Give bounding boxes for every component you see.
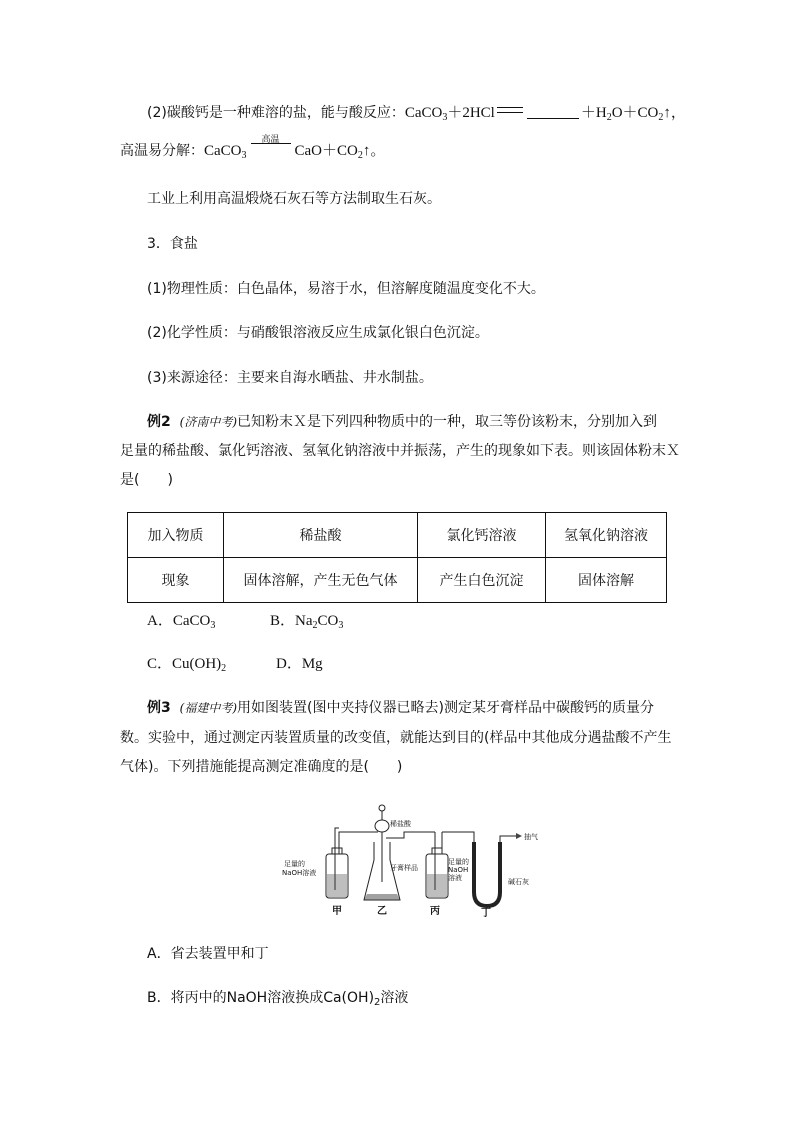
- table-cell: 固体溶解: [546, 558, 667, 603]
- label-ding: 丁: [481, 908, 491, 919]
- example3-option-b: B．将丙中的NaOH溶液换成$Ca(OH)_2$溶液: [147, 990, 409, 1008]
- label-pump: 抽气: [524, 833, 538, 841]
- table-cell: 氢氧化钠溶液: [546, 513, 667, 558]
- example3-line3: 气体)。下列措施能提高测定准确度的是( ): [120, 759, 403, 775]
- table-cell: 产生白色沉淀: [418, 558, 546, 603]
- table-cell: 固体溶解，产生无色气体: [224, 558, 418, 603]
- example3-line1: 例3 (福建中考)用如图装置(图中夹持仪器已略去)测定某牙膏样品中碳酸钙的质量分: [147, 700, 654, 716]
- label-naoh-2b: NaOH: [448, 866, 469, 874]
- label-naoh-1b: NaOH溶液: [282, 869, 317, 877]
- table-row: [128, 558, 667, 603]
- phenomena-table: [127, 512, 667, 603]
- separatory-funnel: [375, 820, 389, 832]
- text-segment: (2)碳酸钙是一种难溶的盐，能与酸反应：: [147, 105, 405, 121]
- example-source: (济南中考): [179, 415, 238, 429]
- double-line-sign: [497, 107, 523, 113]
- text-line-chemical: (2)化学性质：与硝酸银溶液反应生成氯化银白色沉淀。: [147, 325, 489, 341]
- label-naoh-1a: 足量的: [284, 860, 305, 868]
- answer-blank: [527, 104, 579, 119]
- table-cell: 加入物质: [128, 513, 224, 558]
- label-naoh-2a: 足量的: [448, 858, 469, 866]
- reaction-condition: 高温: [251, 141, 291, 155]
- label-bing: 丙: [430, 906, 440, 917]
- label-yi: 乙: [377, 906, 387, 917]
- option-b: B．$Na_2CO_3$: [270, 613, 344, 631]
- example-label: 例2: [147, 414, 171, 430]
- text-line-source: (3)来源途径：主要来自海水晒盐、井水制盐。: [147, 370, 433, 386]
- table-row: [128, 513, 667, 558]
- apparatus-diagram: [280, 802, 536, 918]
- option-a: A．CaCO$_3$: [147, 613, 216, 631]
- label-sample: 牙膏样品: [390, 864, 418, 872]
- label-jia: 甲: [332, 906, 342, 917]
- example3-line2: 数。实验中，通过测定丙装置质量的改变值，就能达到目的(样品中其他成分遇盐酸不产生: [120, 730, 672, 746]
- table-cell: 稀盐酸: [224, 513, 418, 558]
- u-tube-ding: [474, 842, 500, 906]
- label-naoh-2c: 溶液: [448, 874, 462, 882]
- text-line-industry: 工业上利用高温煅烧石灰石等方法制取生石灰。: [147, 191, 441, 207]
- section-heading: 3．食盐: [147, 236, 198, 252]
- text-line-decomposition: 高温易分解：CaCO$_3$ 高温 $CaO+CO_2↑$。: [120, 134, 386, 161]
- label-lime: 碱石灰: [508, 878, 529, 886]
- option-d: D．Mg: [276, 656, 323, 672]
- table-cell: 现象: [128, 558, 224, 603]
- text-line-caco3-reaction: [147, 103, 686, 123]
- table-cell: 氯化钙溶液: [418, 513, 546, 558]
- example2-line1: 例2 (济南中考)已知粉末Ｘ是下列四种物质中的一种，取三等份该粉末，分别加入到: [147, 414, 658, 430]
- option-c: C．$Cu(OH)_2$: [147, 656, 227, 674]
- text-line-physical: (1)物理性质：白色晶体，易溶于水，但溶解度随温度变化不大。: [147, 281, 545, 297]
- example-source: (福建中考): [179, 701, 238, 715]
- example3-option-a: A．省去装置甲和丁: [147, 946, 269, 962]
- example-label: 例3: [147, 700, 171, 716]
- equation: CaCO$_3$＋2HCl $+H_2O+CO_2↑$，: [404, 105, 686, 123]
- label-acid: 稀盐酸: [390, 820, 411, 828]
- example2-line3: 是( ): [120, 472, 173, 488]
- example2-line2: 足量的稀盐酸、氯化钙溶液、氢氧化钠溶液中并振荡，产生的现象如下表。则该固体粉末Ｘ: [120, 443, 680, 459]
